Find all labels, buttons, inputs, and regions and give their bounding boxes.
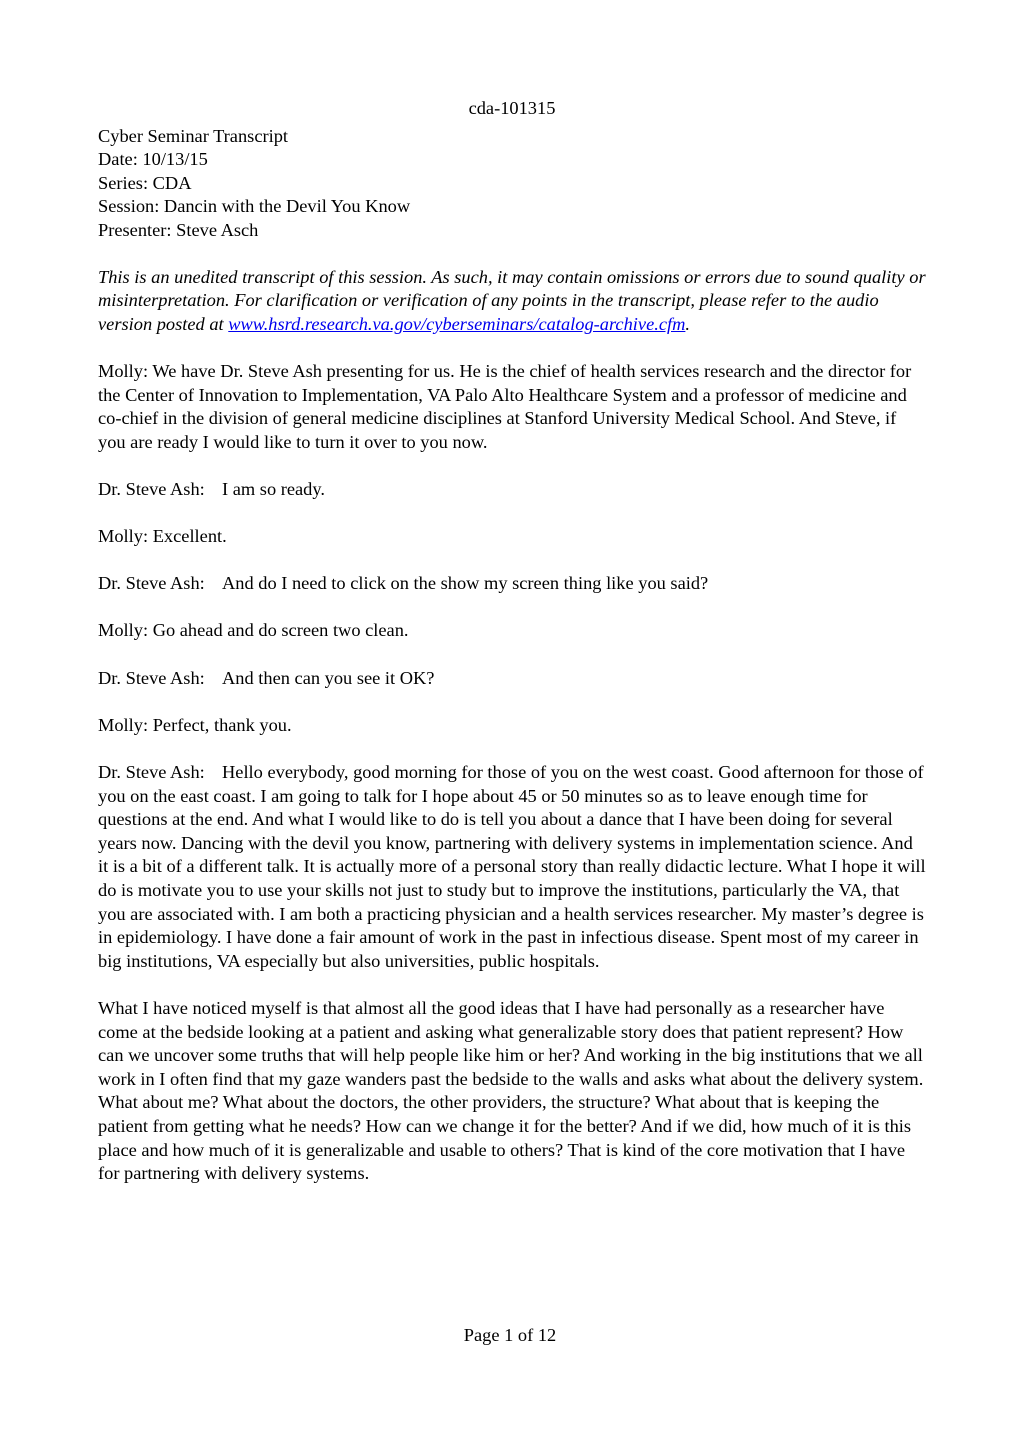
transcript-paragraph-7 — [98, 714, 926, 738]
transcript-paragraph-8 — [98, 761, 926, 973]
transcript-paragraph-1 — [98, 360, 926, 454]
paragraph-text: Perfect, thank you. — [152, 714, 292, 735]
speaker-name: Molly: — [98, 714, 149, 735]
speaker-name: Dr. Steve Ash: — [98, 478, 205, 499]
notice-text: This is an unedited transcript of this session. As such, it may contain omissions or errors due to sound quality or misinterpretation. For clarification or verification of any points in the transcript, please refer to the audio version posted at — [98, 266, 926, 334]
paragraph-text: And do I need to click on the show my screen thing like you said? — [222, 573, 709, 594]
transcript-paragraph-4 — [98, 572, 926, 596]
transcript-notice — [98, 266, 926, 337]
paragraph-text: Go ahead and do screen two clean. — [152, 620, 409, 641]
transcript-paragraph-6 — [98, 667, 926, 691]
transcript-paragraph-3 — [98, 525, 926, 549]
archive-link[interactable]: www.hsrd.research.va.gov/cyberseminars/catalog-archive.cfm — [228, 313, 686, 334]
page-footer: Page 1 of 12 — [463, 1325, 557, 1345]
header-title: Cyber Seminar Transcript — [98, 125, 289, 146]
speaker-name: Dr. Steve Ash: — [98, 762, 205, 783]
paragraph-text: And then can you see it OK? — [222, 667, 435, 688]
speaker-name: Molly: — [98, 360, 149, 381]
speaker-name: Molly: — [98, 620, 149, 641]
transcript-paragraph-2 — [98, 478, 926, 502]
speaker-name: Dr. Steve Ash: — [98, 573, 205, 594]
paragraph-text: We have Dr. Steve Ash presenting for us. He is the chief of health services research and the director for the Center of Innovation to Implementation, VA Palo Alto Healthcare System and a professor of medicine and co-chief in the division of general medicine disciplines at Stanford University Medical School. And Steve, if you are ready I would like to turn it over to you now. — [98, 360, 912, 452]
header-presenter: Presenter: Steve Asch — [98, 219, 259, 240]
header-date: Date: 10/13/15 — [98, 149, 208, 170]
paragraph-text: Excellent. — [152, 526, 227, 547]
doc-id: cda-101315 — [468, 98, 556, 118]
header-series: Series: CDA — [98, 172, 192, 193]
transcript-paragraph-5 — [98, 619, 926, 643]
header-session: Session: Dancin with the Devil You Know — [98, 196, 411, 217]
paragraph-text: I am so ready. — [222, 478, 325, 499]
speaker-name: Molly: — [98, 526, 149, 547]
transcript-header — [98, 125, 926, 243]
transcript-paragraph-9 — [98, 997, 926, 1186]
document-body — [98, 97, 926, 1186]
paragraph-text: Hello everybody, good morning for those of you on the west coast. Good afternoon for those of you on the east coast. I am going to talk for I hope about 45 or 50 minutes so as to leave enough time for questions at the end. And what I would like to do is tell you about a dance that I have been doing for several years now. Dancing with the devil you know, partnering with delivery systems in implementation science. And it is a bit of a different talk. It is actually more of a personal story than really didactic lecture. What I hope it will do is motivate you to use your skills not just to study but to improve the institutions, particularly the VA, that you are associated with. I am both a practicing physician and a health services researcher. My master’s degree is in epidemiology. I have done a fair amount of work in the past in infectious disease. Spent most of my career in big institutions, VA especially but also universities, public hospitals. — [98, 762, 926, 971]
paragraph-text: What I have noticed myself is that almost all the good ideas that I have had personally as a researcher have come at the bedside looking at a patient and asking what generalizable story does that patient represent? How can we uncover some truths that will help people like him or her? And working in the big institutions that we all work in I often find that my gaze wanders past the bedside to the walls and asks what about the delivery system. What about me? What about the doctors, the other providers, the structure? What about that is keeping the patient from getting what he needs? How can we change it for the better? And if we did, how much of it is this place and how much of it is generalizable and usable to others? That is kind of the core motivation that I have for partnering with delivery systems. — [98, 997, 924, 1184]
notice-suffix: . — [685, 313, 690, 334]
speaker-name: Dr. Steve Ash: — [98, 667, 205, 688]
